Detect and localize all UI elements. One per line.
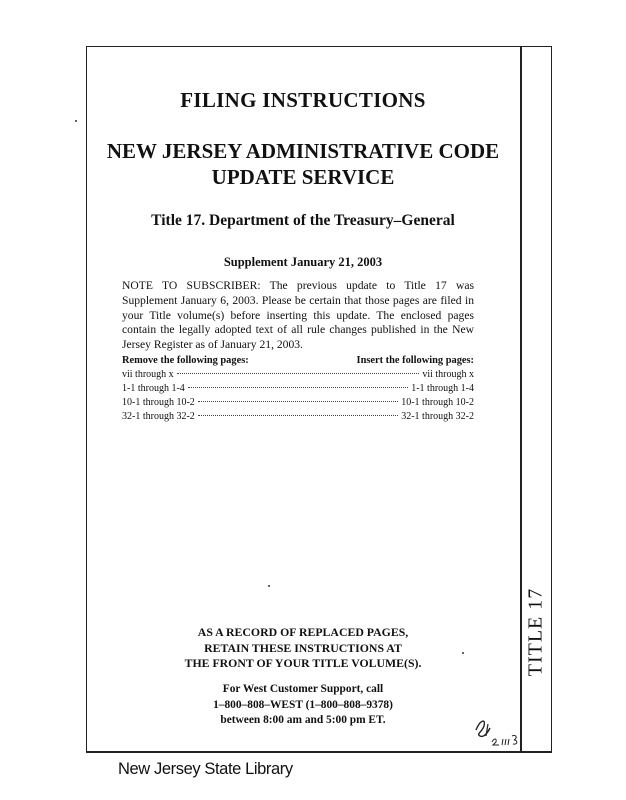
code-title-line2: UPDATE SERVICE	[211, 165, 395, 189]
record-notice-line: AS A RECORD OF REPLACED PAGES,	[197, 625, 409, 639]
insert-cell: 1-1 through 1-4	[411, 383, 474, 394]
customer-support	[86, 682, 520, 729]
insert-header: Insert the following pages:	[356, 355, 474, 366]
code-title-line1: NEW JERSEY ADMINISTRATIVE CODE	[106, 139, 500, 163]
remove-cell: 1-1 through 1-4	[122, 383, 185, 394]
scan-speck	[268, 585, 270, 587]
table-row	[122, 410, 474, 424]
code-title	[86, 138, 520, 190]
table-row	[122, 382, 474, 396]
scan-speck	[462, 652, 464, 654]
leader-dots	[198, 401, 398, 402]
library-footer: New Jersey State Library	[118, 760, 293, 778]
table-header	[122, 354, 474, 368]
record-notice-line: THE FRONT OF YOUR TITLE VOLUME(S).	[184, 656, 422, 670]
insert-cell: 32-1 through 32-2	[401, 411, 474, 422]
insert-cell: vii through x	[422, 369, 474, 380]
record-notice-line: RETAIN THESE INSTRUCTIONS AT	[204, 640, 402, 655]
title-subtitle: Title 17. Department of the Treasury–General	[151, 212, 455, 229]
support-line: For West Customer Support, call	[222, 683, 384, 695]
leader-dots	[188, 387, 408, 388]
sidebar-divider	[520, 46, 522, 752]
subscriber-note: NOTE TO SUBSCRIBER: The previous update to Title 17 was Supplement January 6, 2003. Please be certain that those pages are filed in your Title volume(s) before inserting this update. The enclosed pages contain the legally adopted text of all rule changes published in the New Jersey Register as of January 21, 2003.	[122, 279, 474, 352]
record-notice	[86, 625, 520, 672]
support-hours: between 8:00 am and 5:00 pm ET.	[220, 714, 386, 726]
insert-cell: 10-1 through 10-2	[401, 397, 474, 408]
supplement-date: Supplement January 21, 2003	[223, 255, 383, 269]
remove-cell: 10-1 through 10-2	[122, 397, 195, 408]
table-row	[122, 396, 474, 410]
handwritten-initials-signature	[470, 712, 530, 748]
support-phone: 1–800–808–WEST (1–800–808–9378)	[213, 698, 393, 711]
scan-speck	[75, 120, 77, 122]
page-title: FILING INSTRUCTIONS	[180, 88, 426, 112]
remove-cell: 32-1 through 32-2	[122, 411, 195, 422]
page-replacement-table	[122, 354, 474, 424]
spine-label-text: TITLE 17	[524, 587, 547, 677]
bottom-rule	[86, 751, 552, 753]
leader-dots	[198, 415, 398, 416]
table-row	[122, 368, 474, 382]
remove-header: Remove the following pages:	[122, 355, 249, 366]
remove-cell: vii through x	[122, 369, 174, 380]
leader-dots	[177, 373, 420, 374]
